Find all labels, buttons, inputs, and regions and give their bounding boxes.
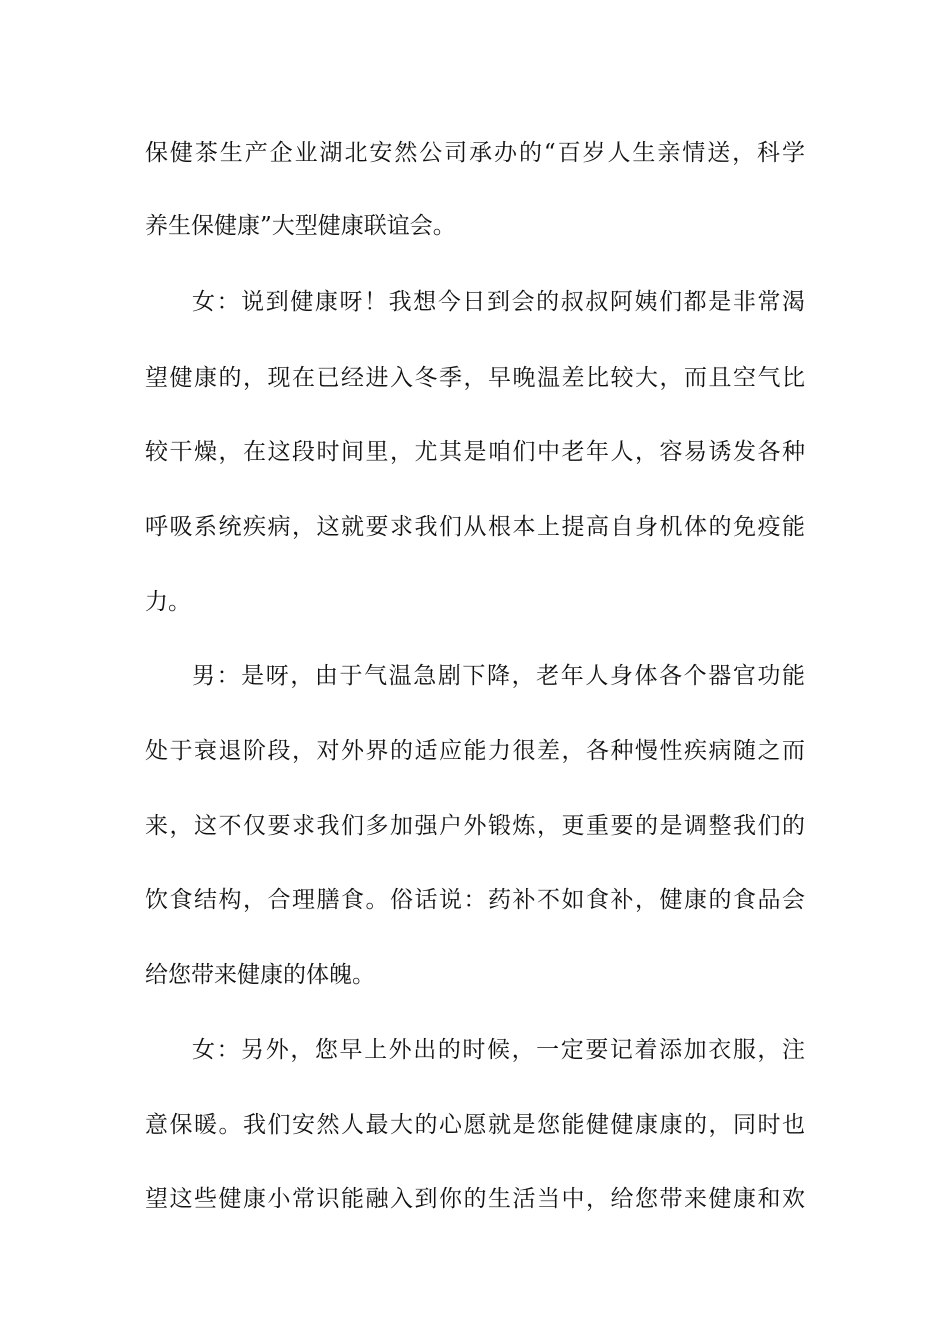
text-line-10: 来，这不仅要求我们多加强户外锻炼，更重要的是调整我们的 — [145, 813, 805, 839]
paragraph-start-line-8: 男：是呀，由于气温急剧下降，老年人身体各个器官功能 — [192, 663, 805, 689]
text-line-7: 力。 — [145, 589, 191, 615]
text-line-15: 望这些健康小常识能融入到你的生活当中，给您带来健康和欢 — [145, 1186, 805, 1212]
text-line-5: 较干燥，在这段时间里，尤其是咱们中老年人，容易诱发各种 — [145, 439, 805, 465]
text-line-1: 保健茶生产企业湖北安然公司承办的“百岁人生亲情送，科学 — [145, 140, 805, 166]
text-line-12: 给您带来健康的体魄。 — [145, 962, 375, 988]
text-line-6: 呼吸系统疾病，这就要求我们从根本上提高自身机体的免疫能 — [145, 514, 805, 540]
text-line-9: 处于衰退阶段，对外界的适应能力很差，各种慢性疾病随之而 — [145, 738, 805, 764]
text-line-14: 意保暖。我们安然人最大的心愿就是您能健健康康的，同时也 — [145, 1112, 805, 1138]
paragraph-start-line-13: 女：另外，您早上外出的时候，一定要记着添加衣服，注 — [192, 1037, 805, 1063]
text-line-11: 饮食结构，合理膳食。俗话说：药补不如食补，健康的食品会 — [145, 887, 805, 913]
text-line-4: 望健康的，现在已经进入冬季，早晚温差比较大，而且空气比 — [145, 365, 805, 391]
paragraph-start-line-3: 女：说到健康呀！我想今日到会的叔叔阿姨们都是非常渴 — [192, 289, 805, 315]
text-line-2: 养生保健康”大型健康联谊会。 — [145, 213, 456, 239]
